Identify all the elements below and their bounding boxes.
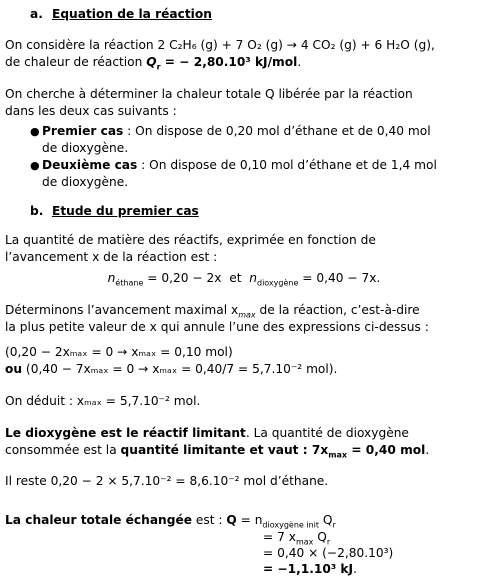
remaining-ethane-line: Il reste 0,20 − 2 × 5,7.10⁻² = 8,6.10⁻² mol d’éthane. <box>5 474 329 488</box>
section-b-label: b. <box>30 204 44 218</box>
heat-line-2: = 7 $x_{max}$ $Q_r$ <box>263 530 331 547</box>
heat-line-1: La chaleur totale échangée est : $Q = n_{dioxygène init}$ $Q_r$ <box>5 513 336 530</box>
bullet-icon: ● <box>30 159 40 172</box>
reaction-line: On considère la réaction 2 C₂H₆ (g) + 7 O₂ (g) → 4 CO₂ (g) + 6 H₂O (g), <box>5 38 435 52</box>
section-b-heading <box>30 203 199 220</box>
deduction-line: On déduit : xₘₐₓ = 5,7.10⁻² mol. <box>5 394 201 408</box>
section-b-title: Etude du premier cas <box>52 204 199 218</box>
limitant-line-1: Le dioxygène est le réactif limitant. La quantité de dioxygène <box>5 426 409 440</box>
question-line-2: dans les deux cas suivants : <box>5 104 177 118</box>
quantity-line-1: La quantité de matière des réactifs, exprimée en fonction de <box>5 233 376 247</box>
advancement-line-2: la plus petite valeur de x qui annule l’une des expressions ci-dessus : <box>5 320 429 334</box>
reaction-heat-line: de chaleur de réaction $Q_r$ = − 2,80.10³ kJ/mol. <box>5 55 302 72</box>
section-a-label: a. <box>30 7 43 21</box>
calc-line-2: ou (0,40 − 7xₘₐₓ = 0 → xₘₐₓ = 0,40/7 = 5,7.10⁻² mol). <box>5 362 338 376</box>
heat-line-3: = 0,40 × (−2,80.10³) <box>263 546 394 560</box>
bullet-icon: ● <box>30 125 40 138</box>
section-a-heading <box>30 6 212 23</box>
calc-line-1: (0,20 − 2xₘₐₓ = 0 → xₘₐₓ = 0,10 mol) <box>5 345 233 359</box>
quantity-equation: $n_{éthane} = 0,20 - 2x$ et $n_{dioxygène} = 0,40 - 7x$. <box>107 271 381 288</box>
quantity-line-2: l’avancement x de la réaction est : <box>5 250 218 264</box>
limitant-line-2: consommée est la quantité limitante et vaut : $7x_{max} = 0,40$ mol. <box>5 443 430 460</box>
heat-line-4: = −1,1.10³ kJ. <box>263 562 357 576</box>
section-a-title: Equation de la réaction <box>52 7 212 21</box>
advancement-line-1: Déterminons l’avancement maximal $x_{max}$ de la réaction, c’est-à-dire <box>5 303 420 320</box>
question-line-1: On cherche à déterminer la chaleur totale Q libérée par la réaction <box>5 87 413 101</box>
